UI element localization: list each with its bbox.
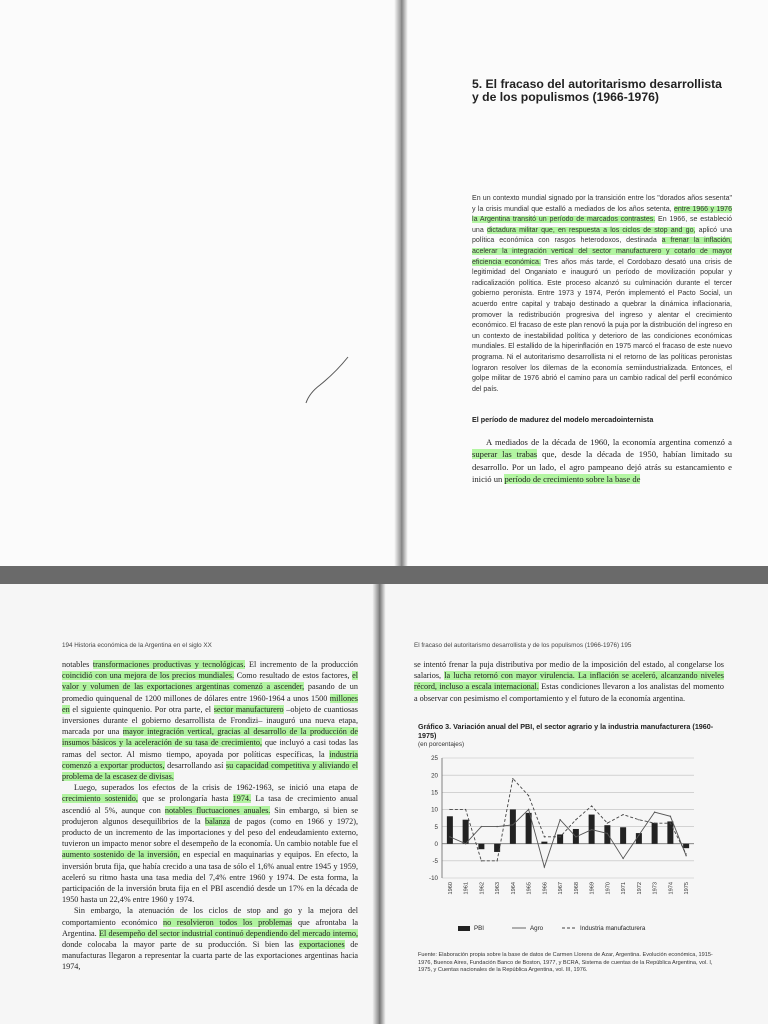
industria-point <box>544 836 545 837</box>
highlighted-text: la lucha retornó con mayor virulencia. La inflación se aceleró, alcanzando niveles récord, incluso a escala internacional. <box>414 671 724 692</box>
page-194 <box>62 642 358 973</box>
text-run: En un contexto mundial signado por la transición entre los "dorados años sesenta" y la crisis mundial que estalló a mediados de los años setenta, <box>472 195 732 213</box>
x-tick-label: 1969 <box>589 881 596 895</box>
body-paragraph <box>62 782 358 905</box>
x-tick-label: 1967 <box>558 881 565 895</box>
text-run: que, desde la década de 1950, habían limitado su desarrollo. Por un lado, el agro pampeano dejó atrás su estancamiento e inició un <box>472 449 733 484</box>
chart-title: Gráfico 3. Variación anual del PBI, el sector agrario y la industria manufacturera (1960-1975) <box>418 721 714 741</box>
highlighted-text: dictadura militar que, en respuesta a los ciclos de stop and go, <box>486 226 696 234</box>
agro-point <box>528 809 529 810</box>
y-tick-label: -10 <box>429 875 438 883</box>
intro-paragraph <box>472 194 732 395</box>
pbi-bar <box>447 816 453 843</box>
highlighted-text: industria comenzó a exportar productos, <box>62 749 358 770</box>
legend-label: PBI <box>474 924 484 932</box>
x-tick-label: 1970 <box>605 881 612 895</box>
text-run: aplicó una política económica con rasgos heterodoxos, destinada <box>472 226 732 245</box>
agro-point <box>591 829 592 830</box>
text-run: pasando de un promedio quinquenal de 1200 millones de dólares entre 1960-1964 a unos 1500 <box>62 682 358 703</box>
pbi-bar <box>510 809 516 843</box>
agro-point <box>544 866 545 867</box>
legend-swatch-pbi <box>458 926 470 931</box>
pbi-bar <box>604 825 610 844</box>
highlighted-text: no resolvieron todos los problemas <box>163 917 293 927</box>
highlighted-text: aumento sostenido de la inversión, <box>62 850 180 860</box>
highlighted-text: su capacidad competitiva y aliviando el problema de la escasez de divisas. <box>62 760 358 782</box>
y-tick-label: 20 <box>431 772 438 780</box>
y-tick-label: 10 <box>431 806 438 814</box>
text-run: En 1966, se estableció una <box>472 216 732 234</box>
industria-point <box>449 809 450 810</box>
highlighted-text: millones en <box>62 693 358 714</box>
body-paragraph <box>472 436 732 485</box>
highlighted-text: período de crecimiento sobre la base de <box>504 473 641 484</box>
page-body <box>62 659 358 973</box>
text-run: Tres años más tarde, el Cordobazo desató una crisis de legitimidad del Onganiato e inauguró un período de movilización popular y radicalización política. Este proceso alcanzó su culminación durante el tercer gobierno peronista. Entre 1973 y 1974, Perón implementó el Pacto Social, un acuerdo entre capital y trabajo destinado a quebrar la dinámica inflacionaria, promover la redistribución progresiva del ingreso y alentar el crecimiento económico. El fracaso de este plan renovó la puja por la distribución del ingreso en un contexto de inestabilidad política y deterioro de las condiciones económicas mundiales. El estallido de la hiperinflación en 1975 marcó el fracaso de este nuevo programa. Ni el autoritarismo desarrollista ni el retorno de las políticas peronistas lograron resolver los dilemas de la economía semiindustrializada. Entonces, el golpe militar de 1976 abrió el camino para un cambio radical del perfil económico del país. <box>472 258 732 393</box>
chapter-title: 5. El fracaso del autoritarismo desarrollista y de los populismos (1966-1976) <box>472 77 722 104</box>
pbi-bar <box>652 823 658 844</box>
industria-point <box>591 805 592 806</box>
x-tick-label: 1973 <box>652 881 659 895</box>
bottom-spread <box>0 584 768 1024</box>
page-body <box>414 659 724 704</box>
pbi-bar <box>541 841 547 843</box>
industria-point <box>560 836 561 837</box>
agro-point <box>465 843 466 844</box>
text-run: donde colocaba la mayor parte de su producción. Si bien las <box>62 940 300 950</box>
text-run: que incluyó a casi todas las ramas del sector. Al mismo tiempo, apoyada por políticas específicas, la <box>62 738 359 759</box>
section-heading: El período de madurez del modelo mercadointernista <box>472 415 654 425</box>
y-tick-label: 0 <box>434 840 438 848</box>
body-paragraph <box>62 659 358 782</box>
x-tick-label: 1965 <box>526 881 533 895</box>
highlighted-text: a frenar la inflación, acelerar la integración vertical del sector manufacturero y cotarlo de mayor eficiencia económica. <box>472 237 732 266</box>
text-run: A mediados de la década de 1960, la economía argentina comenzó a <box>486 437 732 448</box>
chapter-opening <box>472 78 732 485</box>
text-run: Sin embargo, la atenuación de los ciclos de stop and go y la mejora del comportamiento económico <box>62 906 358 927</box>
agro-line <box>450 809 686 867</box>
page-gutter <box>372 584 386 1024</box>
text-run: La tasa de crecimiento anual ascendió al 5%, aunque con <box>62 794 358 815</box>
text-run: notables <box>62 660 93 669</box>
agro-point <box>654 811 655 812</box>
industria-point <box>497 860 498 861</box>
x-tick-label: 1974 <box>668 881 675 895</box>
x-tick-label: 1963 <box>495 881 502 895</box>
highlighted-text: sector manufacturero <box>213 704 284 714</box>
pbi-bar <box>683 844 689 848</box>
text-run: El incremento de la producción <box>245 660 358 669</box>
section-body <box>472 436 732 485</box>
pbi-bar <box>463 820 469 844</box>
highlighted-text: entre 1966 y 1976 la Argentina transitó un período de marcados contrastes. <box>472 205 733 224</box>
industria-point <box>670 822 671 823</box>
text-run: –objeto de cuantiosas inversiones durante el gobierno desarrollista de Frondizi– inauguró una nueva etapa, marcada por una <box>62 704 358 737</box>
page-195 <box>414 642 724 975</box>
y-tick-label: -5 <box>432 857 438 865</box>
legend-label: Agro <box>530 924 544 932</box>
agro-point <box>638 834 639 835</box>
agro-point <box>481 826 482 827</box>
text-run: Estas condiciones llevaron a los analistas del momento a observar con pesimismo el comportamiento y el futuro de la economía argentina. <box>414 682 724 703</box>
y-tick-label: 25 <box>431 755 438 763</box>
industria-point <box>638 819 639 820</box>
industria-point <box>481 860 482 861</box>
agro-point <box>559 819 560 820</box>
x-tick-label: 1961 <box>463 881 470 895</box>
industria-point <box>607 822 608 823</box>
industria-point <box>623 814 624 815</box>
highlighted-text: superar las trabas <box>472 449 538 460</box>
highlighted-text: coincidió con una mejora de los precios mundiales. <box>62 671 235 681</box>
industria-point <box>575 819 576 820</box>
text-run: el siguiente quinquenio. Por otra parte, el <box>69 704 214 714</box>
industria-point <box>654 822 655 823</box>
running-head: El fracaso del autoritarismo desarrollista y de los populismos (1966-1976) 195 <box>414 642 632 649</box>
industria-line <box>450 778 686 860</box>
highlighted-text: el valor y volumen de las exportaciones argentinas comenzó a ascender, <box>62 671 359 692</box>
text-run: Sin embargo, si bien se produjeron algunos desequilibrios de la <box>62 805 359 826</box>
text-run: que afrontaba la Argentina. <box>62 917 358 938</box>
text-run: desarrollando así <box>164 760 226 770</box>
text-run: de manufacturas llegaron a representar la cuarta parte de las exportaciones argentinas hacia 1974, <box>62 940 358 972</box>
page-gutter <box>394 0 408 566</box>
industria-point <box>465 809 466 810</box>
agro-point <box>670 815 671 816</box>
highlighted-text: El desempeño del sector industrial continuó dependiendo del mercado interno, <box>98 928 359 938</box>
y-tick-label: 15 <box>431 789 438 797</box>
highlighted-text: crecimiento sostenido, <box>62 794 138 804</box>
x-tick-label: 1966 <box>542 881 549 895</box>
agro-point <box>449 836 450 837</box>
running-head: 194 Historia económica de la Argentina en el siglo XX <box>62 642 212 649</box>
highlighted-text: exportaciones <box>299 940 345 950</box>
x-tick-label: 1964 <box>510 881 517 895</box>
agro-point <box>622 858 623 859</box>
pbi-bar <box>667 821 673 843</box>
x-tick-label: 1971 <box>621 881 628 895</box>
text-run: Como resultado de estos factores, <box>234 671 353 681</box>
text-run: Luego, superados los efectos de la crisis de 1962-1963, se inició una etapa de <box>74 783 358 793</box>
industria-point <box>686 853 687 854</box>
pen-stroke-mark <box>300 355 360 405</box>
chart-source: Fuente: Elaboración propia sobre la base de datos de Carmen Llorens de Azar, Argentina. Evolución económica, 1915-1976, Buenos Aires, Fundación Banco de Boston, 1977, y BCRA, Sistema de cuentas de la República Argentina, vol. I, 1975, y Cuentas nacionales de la República Argentina, vol. III, 1976. <box>418 951 713 974</box>
chart-subtitle: (en porcentajes) <box>418 740 465 748</box>
x-tick-label: 1962 <box>479 881 486 895</box>
x-tick-label: 1975 <box>684 881 691 895</box>
text-run: se intentó frenar la puja distributiva por medio de la imposición del estado, al congelarse los salarios, <box>414 660 724 681</box>
chapter-intro <box>472 194 732 395</box>
text-run: en especial en maquinarias y equipos. En efecto, la inversión bruta fija, que había crecido a una tasa de sólo el 1,6% anual entre 1945 y 1959, aceleró su ritmo hasta una tasa media del 7,4% entre 1960 y 1974. De esta forma, la participación de la inversión bruta fija en el PBI ascendió desde un 17% en la década de 1950 hasta un 22,4% entre 1960 y 1974. <box>62 850 358 905</box>
agro-point <box>575 836 576 837</box>
y-tick-label: 5 <box>434 823 438 831</box>
x-tick-label: 1968 <box>573 881 580 895</box>
agro-point <box>496 826 497 827</box>
highlighted-text: mayor integración vertical, gracias al desarrollo de la producción de insumos básicos y la aceleración de su tasa de crecimiento, <box>62 727 358 748</box>
gdp-variation-chart <box>414 752 714 948</box>
industria-point <box>528 795 529 796</box>
x-tick-label: 1972 <box>636 881 643 895</box>
text-run: que se prolongaría hasta <box>137 794 233 804</box>
legend-label: Industria manufacturera <box>580 924 646 932</box>
body-paragraph <box>62 905 358 972</box>
body-paragraph <box>414 659 724 704</box>
pbi-bar <box>620 827 626 843</box>
industria-point <box>512 778 513 779</box>
pbi-bar <box>557 834 563 843</box>
highlighted-text: transformaciones productivas y tecnológicas. <box>92 660 246 669</box>
text-run: de pagos (como en 1966 y 1972), producto de un incremento de las importaciones y del peso del endeudamiento externo, tuvieron un impacto menor sobre el desempeño de la economía. Un cambio notable fue el <box>62 816 359 849</box>
agro-point <box>607 833 608 834</box>
highlighted-text: 1974. <box>232 794 252 804</box>
highlighted-text: notables fluctuaciones anuales. <box>164 805 271 815</box>
pbi-bar <box>478 844 484 849</box>
agro-point <box>685 855 686 856</box>
x-tick-label: 1960 <box>447 881 454 895</box>
agro-point <box>512 824 513 825</box>
highlighted-text: balanza <box>205 816 231 826</box>
